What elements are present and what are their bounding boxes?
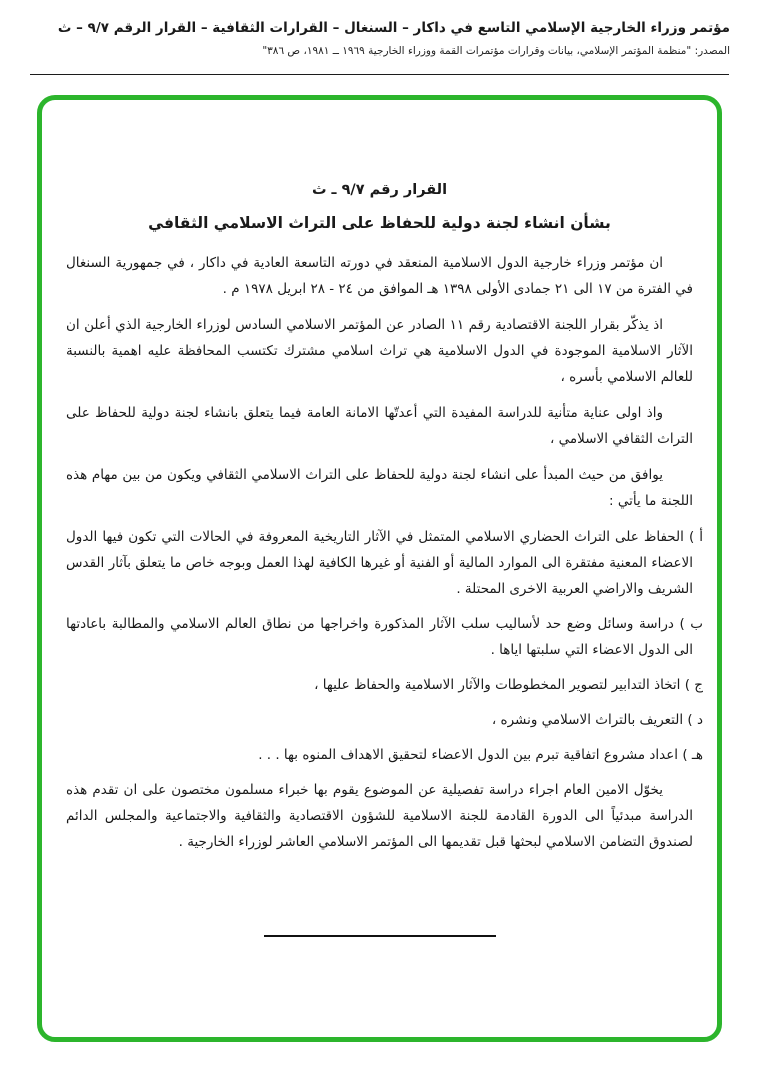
list-item: [66, 742, 703, 768]
resolution-box: [37, 95, 722, 1042]
header-title: مؤتمر وزراء الخارجية الإسلامي التاسع في داكار – السنغال – القرارات الثقافية – القرار الرقم ٩/٧ – ث: [57, 20, 730, 36]
list-item-text: اتخاذ التدابير لتصوير المخطوطات والآثار الاسلامية والحفاظ عليها ،: [314, 677, 681, 693]
list-marker: أ ): [688, 529, 703, 545]
paragraph-preamble: ان مؤتمر وزراء خارجية الدول الاسلامية المنعقد في دورته التاسعة العادية في داكار ، في جمهورية السنغال في الفترة من ١٧ الى ٢١ جمادى الأولى ١٣٩٨ هـ الموافق من ٢٤ - ٢٨ ابريل ١٩٧٨ م .: [66, 255, 693, 297]
list-item: [66, 672, 703, 698]
list-marker: د ): [687, 712, 703, 728]
end-divider: [264, 935, 496, 937]
list-marker: ب ): [679, 616, 703, 632]
paragraph-recall: اذ يذكّر بقرار اللجنة الاقتصادية رقم ١١ الصادر عن المؤتمر الاسلامي السادس لوزراء الخارجية الذي أعلن ان الآثار الاسلامية الموجودة في الدول الاسلامية هي تراث اسلامي مشترك تكتسب المحافظة عليه اهمية بالنسبة للعالم الاسلامي بأسره ،: [66, 317, 693, 385]
list-item-text: دراسة وسائل وضع حد لأساليب سلب الآثار المذكورة واخراجها من نطاق العالم الاسلامي والمطالبة باعادتها الى الدول الاعضاء التي سلبتها اياها .: [66, 616, 693, 658]
resolution-number-title: القرار رقم ٩/٧ ـ ث: [311, 182, 448, 198]
list-item-text: الحفاظ على التراث الحضاري الاسلامي المتمثل في الآثار التاريخية المعروفة في الحالات التي تكون فيها الدول الاعضاء المعنية مفتقرة الى الموارد المالية أو الفنية أو غيرها الكافية لهذا العمل وبوجه خاص ما يتعلق بآثار القدس الشريف والاراضي العربية الاخرى المحتلة .: [66, 529, 693, 597]
list-item-text: التعريف بالتراث الاسلامي ونشره ،: [491, 712, 684, 728]
list-marker: هـ ): [682, 747, 703, 763]
list-item-text: اعداد مشروع اتفاقية تبرم بين الدول الاعضاء لتحقيق الاهداف المنوه بها . . .: [258, 747, 679, 763]
paragraph-study: واذ اولى عناية متأنية للدراسة المفيدة التي أعدتّها الامانة العامة فيما يتعلق بانشاء لجنة دولية للحفاظ على التراث الثقافي الاسلامي ،: [66, 405, 693, 447]
page-header: [28, 20, 730, 57]
header-source-line: المصدر: "منظمة المؤتمر الإسلامي، بيانات وقرارات مؤتمرات القمة ووزراء الخارجية ١٩٦٩ ــ ١٩٨١، ص ٣٨٦": [262, 45, 730, 57]
list-marker: ج ): [684, 677, 703, 693]
resolution-subject-title: بشأن انشاء لجنة دولية للحفاظ على التراث الاسلامي الثقافي: [148, 214, 611, 232]
paragraph-closing: يخوّل الامين العام اجراء دراسة تفصيلية عن الموضوع يقوم بها خبراء مسلمون مختصون على ان تقدم هذه الدراسة مبدئياً الى الدورة القادمة للجنة الاسلامية للشؤون الاقتصادية والثقافية والاجتماعية والمجلس الدائم لصندوق التضامن الاسلامي لبحثها قبل تقديمها الى المؤتمر الاسلامي العاشر لوزراء الخارجية .: [66, 782, 693, 850]
header-divider: [30, 74, 729, 75]
paragraph-agreement: يوافق من حيث المبدأ على انشاء لجنة دولية للحفاظ على التراث الاسلامي الثقافي ويكون من بين مهام هذه اللجنة ما يأتي :: [66, 467, 693, 509]
list-item: [66, 611, 703, 663]
list-item: [66, 524, 703, 602]
list-item: [66, 707, 703, 733]
